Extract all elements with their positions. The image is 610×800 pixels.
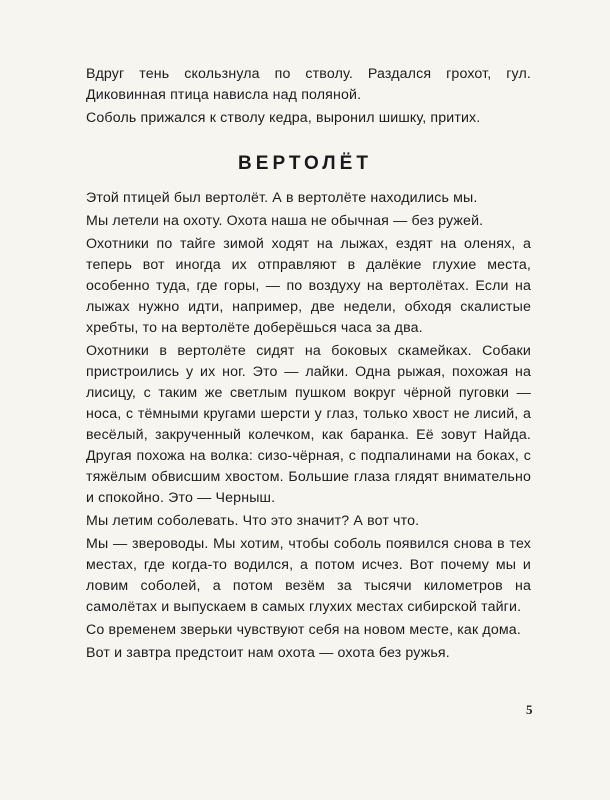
body-paragraph-5: Мы летим соболевать. Что это значит? А вот что. bbox=[86, 513, 420, 529]
page-number: 5 bbox=[526, 702, 533, 717]
intro-paragraph-2: Соболь прижался к стволу кедра, выронил шишку, притих. bbox=[86, 110, 481, 126]
body-paragraph-2: Мы летели на охоту. Охота наша не обычная — без ружей. bbox=[86, 213, 484, 229]
intro-text bbox=[86, 64, 531, 131]
chapter-heading: ВЕРТОЛЁТ bbox=[238, 153, 372, 174]
chapter-body bbox=[86, 188, 531, 666]
body-paragraph-3: Охотники по тайге зимой ходят на лыжах, ездят на оленях, а теперь вот иногда их отправляют в далёкие глухие места, особенно туда, где горы, — по воздуху на вертолётах. Если на лыжах нужно идти, например, две недели, обходя скалистые хребты, то на вертолёте доберёшься часа за два. bbox=[86, 236, 531, 336]
body-paragraph-4: Охотники в вертолёте сидят на боковых скамейках. Собаки пристроились у их ног. Это — лайки. Одна рыжая, похожая на лисицу, с таким же светлым пушком вокруг чёрной пуговки — носа, с тёмными кругами шерсти у глаз, только хвост не лисий, а весёлый, закрученный колечком, как баранка. Её зовут Найда. Другая похожа на волка: сизо-чёрная, с подпалинами на боках, с тяжёлым обвисшим хвостом. Большие глаза глядят внимательно и спокойно. Это — Черныш. bbox=[86, 343, 531, 506]
body-paragraph-8: Вот и завтра предстоит нам охота — охота без ружья. bbox=[86, 645, 450, 661]
body-paragraph-6: Мы — звероводы. Мы хотим, чтобы соболь появился снова в тех местах, где когда-то водился, а потом исчез. Вот почему мы и ловим соболей, а потом везём за тысячи километров на самолётах и выпускаем в самых глухих местах сибирской тайги. bbox=[86, 536, 531, 615]
intro-paragraph-1: Вдруг тень скользнула по стволу. Раздался грохот, гул. Диковинная птица нависла над поляной. bbox=[86, 66, 531, 103]
body-paragraph-7: Со временем зверьки чувствуют себя на новом месте, как дома. bbox=[86, 622, 521, 638]
body-paragraph-1: Этой птицей был вертолёт. А в вертолёте находились мы. bbox=[86, 190, 478, 206]
